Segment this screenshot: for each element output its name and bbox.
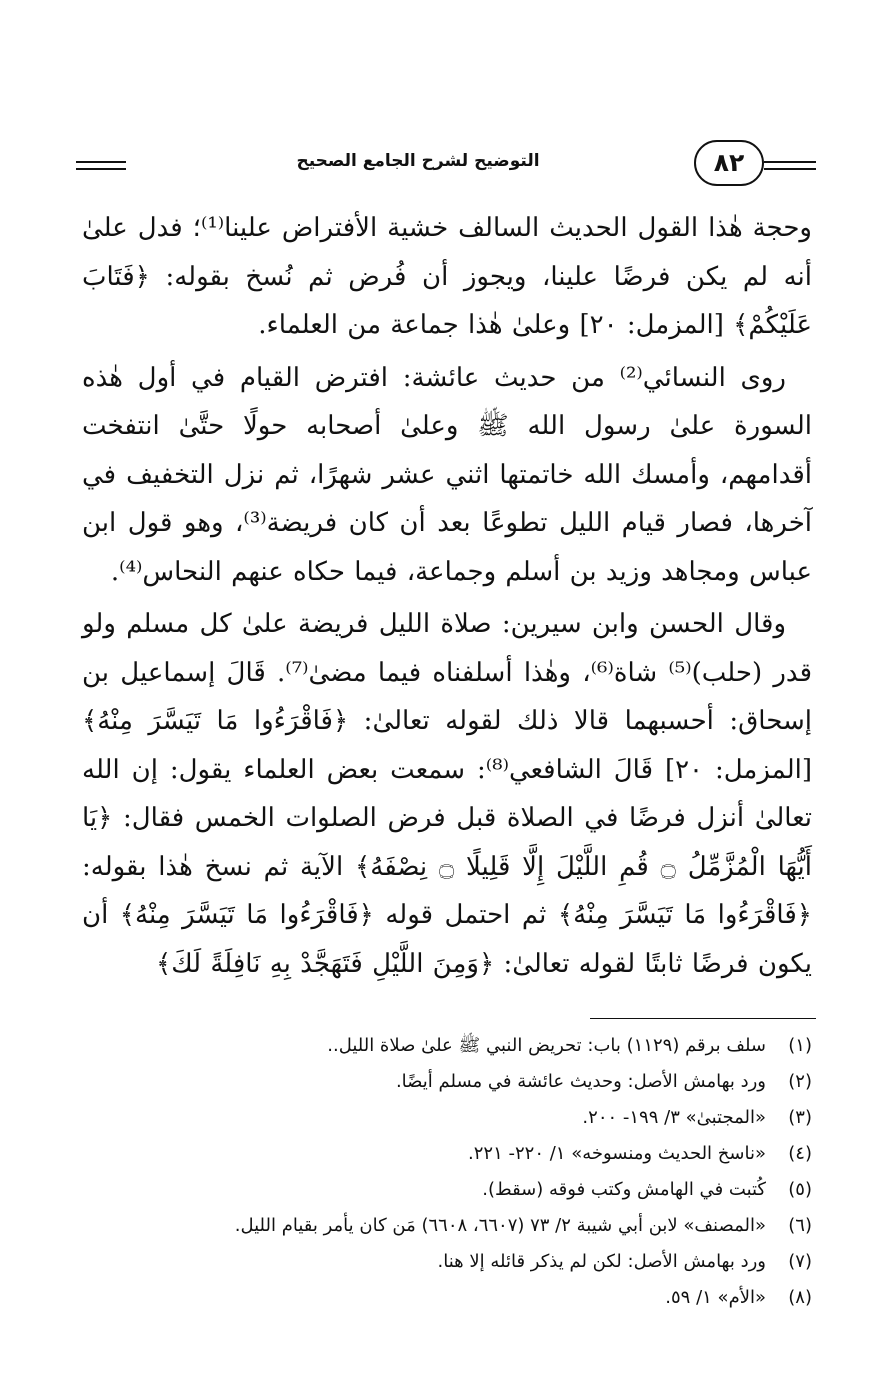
paragraph: وحجة هٰذا القول الحديث السالف خشية الأفتراض علينا⁽¹⁾؛ فدل علىٰ أنه لم يكن فرضًا علينا، ويجوز أن فُرض ثم نُسخ بقوله: ﴿فَتَابَ عَلَيْكُمْ﴾ [المزمل: ٢٠] وعلىٰ هٰذا جماعة من العلماء. xyxy=(82,213,812,340)
footnote-number: (٨) xyxy=(788,1287,812,1308)
footnote-text: «ناسخ الحديث ومنسوخه» ١/ ٢٢٠- ٢٢١. xyxy=(468,1143,766,1164)
header-rule-left xyxy=(76,161,126,170)
footnote-number: (٥) xyxy=(788,1179,812,1200)
footnote-number: (١) xyxy=(788,1035,812,1056)
footnote-text: ورد بهامش الأصل: وحديث عائشة في مسلم أيضًا. xyxy=(395,1071,766,1092)
footnote-text: سلف برقم (١١٢٩) باب: تحريض النبي ﷺ علىٰ صلاة الليل.. xyxy=(327,1035,766,1056)
footnote-text: «الأم» ١/ ٥٩. xyxy=(665,1287,766,1308)
footnote-text: كُتبت في الهامش وكتب فوقه (سقط). xyxy=(482,1179,766,1200)
footnote xyxy=(82,1136,812,1172)
footnote-number: (٣) xyxy=(788,1107,812,1128)
footnote xyxy=(82,1100,812,1136)
footnote-number: (٤) xyxy=(788,1143,812,1164)
footnote-text: ورد بهامش الأصل: لكن لم يذكر قائله إلا هنا. xyxy=(437,1251,766,1272)
footnote-text: «المصنف» لابن أبي شيبة ٢/ ٧٣ (٦٦٠٧، ٦٦٠٨) مَن كان يأمر بقيام الليل. xyxy=(234,1215,766,1236)
footnote xyxy=(82,1064,812,1100)
running-title: التوضيح لشرح الجامع الصحيح xyxy=(296,151,540,171)
footnote-number: (٢) xyxy=(788,1071,812,1092)
running-header xyxy=(76,140,816,190)
paragraph: روى النسائي⁽²⁾ من حديث عائشة: افترض القيام في أول هٰذه السورة علىٰ رسول الله ﷺ وعلىٰ أصحابه حولًا حتَّىٰ انتفخت أقدامهم، وأمسك الله خاتمتها اثني عشر شهرًا، ثم نزل التخفيف في آخرها، فصار قيام الليل تطوعًا بعد أن كان فريضة⁽³⁾، وهو قول ابن عباس ومجاهد وزيد بن أسلم وجماعة، فيما حكاه عنهم النحاس⁽⁴⁾. xyxy=(82,362,812,587)
footnote-separator xyxy=(590,1018,816,1019)
footnote-text: «المجتبىٰ» ٣/ ١٩٩- ٢٠٠. xyxy=(582,1107,766,1128)
paragraph: وقال الحسن وابن سيرين: صلاة الليل فريضة علىٰ كل مسلم ولو قدر (حلب)⁽⁵⁾ شاة⁽⁶⁾، وهٰذا أسلفناه فيما مضىٰ⁽⁷⁾. قَالَ إسماعيل بن إسحاق: أحسبهما قالا ذلك لقوله تعالىٰ: ﴿فَاقْرَءُوا مَا تَيَسَّرَ مِنْهُ﴾ [المزمل: ٢٠] قَالَ الشافعي⁽⁸⁾: سمعت بعض العلماء يقول: إن الله تعالىٰ أنزل فرضًا في الصلاة قبل فرض الصلوات الخمس فقال: ﴿يَا أَيُّهَا الْمُزَّمِّلُ ۝ قُمِ اللَّيْلَ إِلَّا قَلِيلًا ۝ نِصْفَهُ﴾ الآية ثم نسخ هٰذا بقوله: ﴿فَاقْرَءُوا مَا تَيَسَّرَ مِنْهُ﴾ ثم احتمل قوله ﴿فَاقْرَءُوا مَا تَيَسَّرَ مِنْهُ﴾ أن يكون فرضًا ثابتًا لقوله تعالىٰ: ﴿وَمِنَ اللَّيْلِ فَتَهَجَّدْ بِهِ نَافِلَةً لَكَ﴾ xyxy=(82,609,813,979)
footnotes xyxy=(82,1028,812,1316)
main-text xyxy=(82,204,812,988)
footnote xyxy=(82,1280,812,1316)
footnote xyxy=(82,1208,812,1244)
footnote-number: (٦) xyxy=(788,1215,812,1236)
footnote xyxy=(82,1172,812,1208)
footnote xyxy=(82,1244,812,1280)
footnote-number: (٧) xyxy=(788,1251,812,1272)
page-number: ٨٢ xyxy=(694,140,764,186)
footnote xyxy=(82,1028,812,1064)
header-rule-right xyxy=(764,161,816,170)
